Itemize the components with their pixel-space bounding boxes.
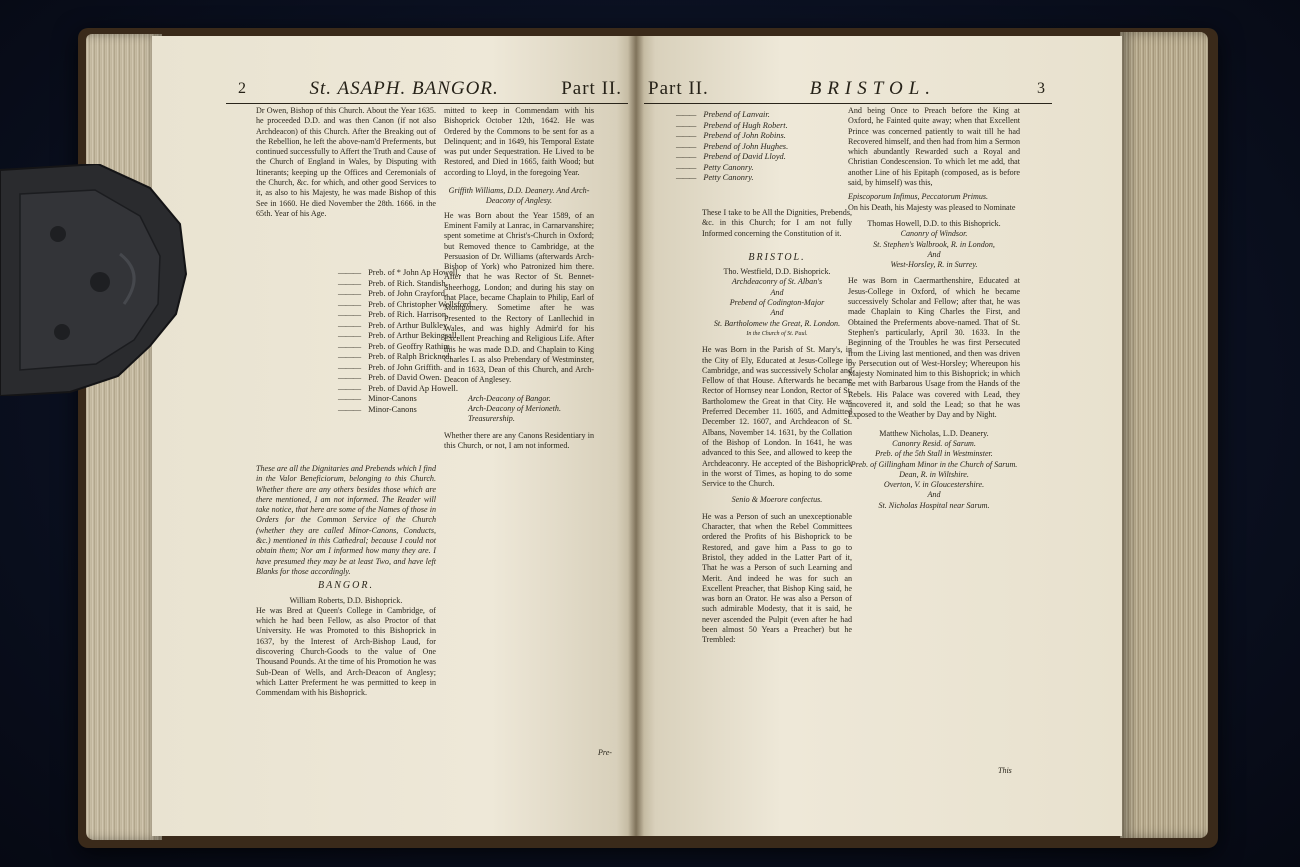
right-page-header [648,76,1046,102]
archdeacony-item: Treasurership. [468,414,515,424]
left-column-b [444,106,594,451]
griffith-heading: Griffith Williams, D.D. Deanery. And Arch-Deacony of Anglesy. [448,186,590,206]
owen-paragraph: Dr Owen, Bishop of this Church. About the Year 1635. he proceeded D.D. and was then Canon (if not also Archdeacon) of this Church. After the Breaking out of the Rebellion, he left the above-nam'd Preferments, but continued successfully to Affert the Truth and Cause of the Church of England in Wales, by Disputing with Itinerants; keeping up the Offices and Ceremonials of the Church, &c. for which, and other good Services to it, as also to his Majesty, he was made Bishop of this See in 1660. He died November the 28th. 1666. in the 65th. Year of his Age. [256,106,436,218]
archdeacony-list [468,394,594,425]
prebend-item: Preb. of Geoffry Rathim. [368,341,452,351]
nicholas-line: Preb. of the 5th Stall in Westminster. [875,449,993,459]
prebend-item: Preb. of David Owen. [368,373,442,382]
prebend-item: Preb. of Ralph Brickned. [368,352,452,361]
bristol-section-title: BRISTOL. [748,251,806,263]
right-running-title: BRISTOL. [809,78,937,99]
prebend-item: Preb. of John Crayford. [368,289,447,298]
nicholas-line: Overton, V. in Gloucestershire. [883,480,985,490]
howell-lines [848,229,1020,270]
roberts-paragraph: He was Bred at Queen's College in Cambridge, of which he had been Fellow, as also Proctor of that University. He was Promoted to this Bishoprick in 1637, by the Interest of Arch-Bishop Laud, for discovering Church-Goods to the value of One Thousand Pounds. At the time of his Promotion he was Sub-Dean of Wells, and Arch-Deacon of Anglesy; which Latter Preferment he was permitted to keep in Commendam with his Bishoprick. [256,605,436,698]
howell-line: West-Horsley, R. in Surrey. [890,260,978,270]
left-page [152,36,636,836]
westfield-line: And [770,308,784,318]
nicholas-line: Canonry Resid. of Sarum. [892,438,976,448]
left-header-rule [226,103,628,104]
prebend-item: Preb. of John Griffith. [368,362,443,372]
right-page [636,36,1122,836]
nicholas-line: St. Nicholas Hospital near Sarum. [878,500,990,510]
bangor-section-title: BANGOR. [318,580,374,592]
howell-line: Canonry of Windsor. [900,229,968,239]
clasp-icon [0,164,188,396]
westfield-paragraph: He was Born in the Parish of St. Mary's, in the City of Ely, Educated at Jesus-College in Cambridge, and was successively Scholar and Fellow of that House. Afterwards he became Rector of Hornsey near London, Rector of St. Bartholomew the Great in that City. He was Preferred December 11. 1605, and Admitted December 12. 1607, and Archdeacon of St. Albans, November 14. 1631, by the Collation of the Bishop of London. In 1641, he was advanced to this See, and allowed to keep the Archdeaconry. He accepted of the Bishoprick in the worst of Times, as hoping to do some Service to the Church. [702,345,852,489]
howell-paragraph: He was Born in Caermarthenshire, Educated at Jesus-College in Oxford, of which he became successively Scholar and Fellow; after that, he was made Chaplain to King Charles the First, and Obtained the Preferments above-named. That of St. Stephen's particularly, April 30. 1633. In the Beginning of the Troubles he was first Persecuted from the Living last mentioned, and then was driven by Persecution out of West-Horsley; Whereupon his Majesty Nominated him to this Bishoprick; in which he met with Barbarous Usage from the Hands of the Rebels. His Palace was covered with Lead, they uncovered it, and sold the Lead; so that he was Exposed to the Weather by Day and by Night. [848,276,1020,420]
nicholas-line: Dean, R. in Wiltshire. [899,469,969,479]
howell-line: St. Stephen's Walbrook, R. in London, [873,239,995,249]
prebend-item: Prebend of David Lloyd. [703,152,786,161]
prebend-item: Preb. of Rich. Harrison. [368,310,449,319]
left-part-label: Part II. [561,78,622,99]
latin-motto: Senio & Moerore confectus. [731,495,823,505]
right-header-rule [644,103,1052,104]
prebend-item: Preb. of Arthur Bulkley. [368,320,449,330]
left-page-number: 2 [238,80,247,97]
closing-paragraph: Whether there are any Canons Residentiary in this Church, or not, I am not informed. [444,430,594,450]
right-prebend-list: ——— Prebend of Lanvair. ——— Prebend of Hugh Robert. ——— Prebend of John Robins. ——— Prebend of John Hughes. ——— Prebend of David Lloyd. ——— Petty Canonry. ——— Petty Canonry. [676,110,789,182]
right-catchword: This [998,766,1012,775]
summary-paragraph: These I take to be All the Dignities, Prebends, &c. in this Church; for I am not fully Informed concerning the Constitution of it. [702,208,852,238]
westfield-heading: Tho. Westfield, D.D. Bishoprick. [723,267,831,277]
left-prebend-list: ——— Preb. of * John Ap Howell. ——— Preb. of Rich. Standish. ——— Preb. of John Crayford. ——— Preb. of Christopher Wellsford. ——— Preb. of Rich. Harrison. ——— Preb. of Arthur Bulkley. ——— Preb. of Arthur Bekingsall. ——— Preb. of Geoffry Rathim. ——— Preb. of Ralph Brickned. ——— Preb. of John Griffith. ——— Preb. of David Owen. ——— Preb. of David Ap Howell. ——— Minor-Canons ——— Minor-Canons [338,268,474,414]
westfield-line: Prebend of Codington-Major [729,298,825,308]
left-column-a-lower [256,464,436,699]
archdeacony-item: Arch-Deacony of Bangor. [468,393,551,403]
right-col-b-paragraph: And being Once to Preach before the King at Oxford, he Fainted quite away; when that Excellent Prince was concerned patiently to wait till he had Recovered himself, and then had from him a Sermon which abundantly Rewarded such a Royal and Christian Condescension. To which let me add, that another Line of his Epitaph (composed, as is before said, by himself) was this, [848,106,1020,188]
westfield-bracket-note: In the Church of St. Paul. [746,330,808,337]
dignitaries-paragraph: These are all the Dignitaries and Prebends which I find in the Valor Beneficiorum, belonging to this Church. Whether there are any others besides those which are there mentioned, I am not informed. The Reader will take notice, that here are some of the Names of those in Orders for the Common Service of the Church (whether they are called Minor-Canons, Conducts, &c.) mentioned in this Cathedral; because I could not obtain them; Nor am I informed how many they are. I have presumed they may be at least Two, and have left Blanks for those accordingly. [256,464,436,576]
prebend-item: Preb. of Arthur Bekingsall. [368,331,459,340]
prebend-item: Prebend of John Robins. [703,131,786,140]
prebend-item: Prebend of John Hughes. [703,141,789,151]
left-page-edges [86,34,162,840]
minor-canon-item: Minor-Canons [368,404,417,414]
nicholas-lines [848,439,1020,511]
prebend-item: Prebend of Hugh Robert. [703,120,788,130]
right-page-number: 3 [1036,80,1046,97]
prebend-item: Preb. of Rich. Standish. [368,278,448,288]
roberts-heading: William Roberts, D.D. Bishoprick. [289,595,403,605]
left-running-title: St. ASAPH. BANGOR. [309,78,499,99]
prebend-item: Preb. of David Ap Howell. [368,383,458,393]
westfield-line: St. Bartholomew the Great, R. London. [713,318,841,328]
petty-canonry-item: Petty Canonry. [703,162,754,172]
westfield-line: Archdeaconry of St. Alban's [731,277,823,287]
right-part-label: Part II. [648,78,709,99]
minor-canon-item: Minor-Canons [368,394,417,403]
griffith-paragraph: He was Born about the Year 1589, of an Eminent Family at Lanrac, in Carnarvanshire; spent sometime at Christ's-Church in Oxford; but Removed thence to Cambridge, at the Persuasion of Dr. Williams (afterwards Arch-Bishop of York) who Patronized him there. After that he was Rector of St. Bennet-Sheerhogg, London; and during his stay on that Place, became Chaplain to Philip, Earl of Montgomery. Sometime after he was Presented to the Rectory of Lanllechid in Wales, and was highly Admir'd for his Excellent Preaching and Religious Life. After this he was made D.D. and Chaplain to King Charles I. as also Prebendary of Westminster, and in 1633, Dean of this Church, and Arch-Deacon of Anglesey. [444,210,594,385]
right-page-edges [1120,32,1208,838]
petty-canonry-item: Petty Canonry. [703,173,754,182]
book-gutter [628,36,644,836]
westfield-lines [702,277,852,339]
right-column-a [702,208,852,646]
left-column-a [256,106,436,219]
nicholas-line: And [927,490,941,500]
left-page-header [238,76,622,102]
howell-line: And [927,249,941,259]
archdeacony-item: Arch-Deacony of Merioneth. [468,404,561,414]
prebend-item: Preb. of Christopher Wellsford. [368,299,474,309]
epitaph-tail: On his Death, his Majesty was pleased to Nominate [848,202,1016,212]
epitaph-line: Episcoporum Infimus, Peccatorum Primus. [848,192,989,202]
person-paragraph: He was a Person of such an unexceptionable Character, that when the Rebel Committees ordered the Profits of his Bishoprick to be Restored, and gave him a Pass to go to Bristol, they added in the Latter Part of it, That he was a Person of such Learning and Merit. And indeed he was for such an Excellent Preacher, that Bishop King said, he was born an Orator. He was also a Person of such admirable Modesty, that it is said, he never ascended the Pulpit (even after he had been almost 50 Years a Preacher) but he Trembled: [702,511,852,645]
prebend-item: Preb. of * John Ap Howell. [368,268,460,277]
roberts-continuation: mitted to keep in Commendam with his Bishoprick October 12th, 1642. He was Ordered by the Commons to be sent for as a Delinquent; and in 1649, his Temporal Estate was put under Sequestration. He Lived to be Restored, and Died in 1665, faith Wood; but according to Lloyd, in the foregoing Year. [444,106,594,177]
left-catchword: Pre- [598,748,612,757]
nicholas-heading: Matthew Nicholas, L.D. Deanery. [879,428,989,438]
prebend-item: Prebend of Lanvair. [703,110,770,119]
nicholas-line: Preb. of Gillingham Minor in the Church of Sarum. [850,459,1018,469]
westfield-line: And [770,287,784,297]
howell-heading: Thomas Howell, D.D. to this Bishoprick. [867,218,1001,228]
right-column-b [848,106,1020,511]
